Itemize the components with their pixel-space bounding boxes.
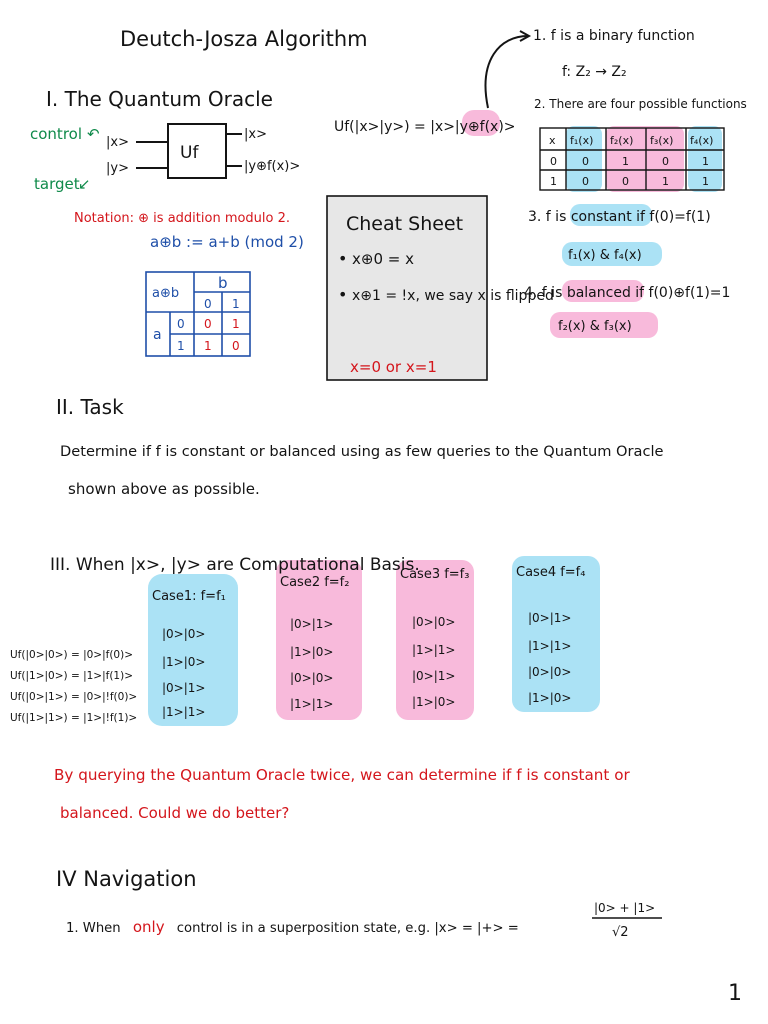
oracle-box-label: Uf (180, 143, 199, 163)
cheat-sheet (327, 196, 554, 380)
fact2: 2. There are four possible functions (534, 97, 747, 111)
ft-r0-c3: 0 (662, 155, 669, 168)
case2-row-3: |0>|0> (290, 671, 334, 685)
fact1-map: f: Z₂ → Z₂ (562, 64, 627, 80)
case3-row-2: |1>|1> (412, 643, 456, 657)
target-label: target (34, 175, 80, 193)
query-eq-2: Uf(|1>|0>) = |1>|f(1)> (10, 670, 134, 682)
conclusion-line2: balanced. Could we do better? (60, 804, 290, 822)
case1-row-2: |1>|0> (162, 655, 206, 669)
case1-title: Case1: f=f₁ (152, 589, 226, 604)
case4-row-4: |1>|0> (528, 691, 572, 705)
xor-cell-01: 1 (232, 317, 240, 331)
ft-r1-c0: 1 (550, 175, 557, 188)
case4-row-1: |0>|1> (528, 611, 572, 625)
page-title: Deutch-Josza Algorithm (120, 27, 368, 51)
ft-r1-c2: 0 (622, 175, 629, 188)
navigation-line (66, 918, 519, 936)
control-label: control (30, 125, 82, 143)
task-line2: shown above as possible. (68, 480, 260, 498)
ft-head-4: f₄(x) (690, 134, 714, 147)
case4-row-3: |0>|0> (528, 665, 572, 679)
ft-head-0: x (549, 134, 556, 147)
ft-r0-c2: 1 (622, 155, 629, 168)
oracle-action: Uf(|x>|y>) = |x>|y⊕f(x)> (334, 119, 516, 135)
navigation-line-pre: 1. When (66, 921, 121, 936)
ft-head-2: f₂(x) (610, 134, 634, 147)
input-y-label: |y> (106, 161, 129, 176)
case1-row-3: |0>|1> (162, 681, 206, 695)
superposition-fraction (592, 901, 662, 940)
case3-row-1: |0>|0> (412, 615, 456, 629)
xor-definition: a⊕b := a+b (mod 2) (150, 233, 304, 251)
input-x-label: |x> (106, 135, 129, 150)
xor-row-var: a (153, 327, 162, 343)
ft-r0-c1: 0 (582, 155, 589, 168)
case2-row-2: |1>|0> (290, 645, 334, 659)
ft-r1-c4: 1 (702, 175, 709, 188)
query-eq-4: Uf(|1>|1>) = |1>|!f(1)> (10, 712, 138, 724)
section1-heading: I. The Quantum Oracle (46, 87, 273, 111)
case2-title: Case2 f=f₂ (280, 575, 350, 590)
query-eq-1: Uf(|0>|0>) = |0>|f(0)> (10, 649, 134, 661)
query-eq-3: Uf(|0>|1>) = |0>|!f(0)> (10, 691, 138, 703)
fact4: 4. f is balanced if f(0)⊕f(1)=1 (524, 285, 731, 301)
ft-head-1: f₁(x) (570, 134, 594, 147)
xor-cell-00: 0 (204, 317, 212, 331)
xor-col-var: b (218, 274, 228, 292)
fact3: 3. f is constant if f(0)=f(1) (528, 209, 711, 225)
page-number: 1 (728, 981, 742, 1006)
fact3-example: f₁(x) & f₄(x) (568, 248, 642, 263)
section2-heading: II. Task (56, 395, 124, 419)
xor-col-head-0: 0 (204, 297, 212, 311)
case4-row-2: |1>|1> (528, 639, 572, 653)
ft-r0-c0: 0 (550, 155, 557, 168)
ft-r1-c3: 1 (662, 175, 669, 188)
section4-heading: IV Navigation (56, 867, 197, 891)
fact1: 1. f is a binary function (533, 28, 695, 44)
xor-col-head-1: 1 (232, 297, 240, 311)
xor-corner: a⊕b (152, 286, 180, 301)
case2-row-4: |1>|1> (290, 697, 334, 711)
query-equations (10, 649, 137, 724)
ft-r1-c1: 0 (582, 175, 589, 188)
curved-arrow-icon (486, 36, 528, 108)
case1-row-4: |1>|1> (162, 705, 206, 719)
case3-title: Case3 f=f₃ (400, 567, 470, 582)
cheat-bullet-1-icon: • (338, 249, 348, 268)
case2-row-1: |0>|1> (290, 617, 334, 631)
cheat-item-1: x⊕0 = x (352, 250, 414, 268)
ft-r0-c4: 1 (702, 155, 709, 168)
output-y-label: |y⊕f(x)> (244, 159, 301, 174)
xor-cell-10: 1 (204, 339, 212, 353)
case1-row-1: |0>|0> (162, 627, 206, 641)
control-arrow-icon: ↶ (87, 125, 100, 143)
target-arrow-icon: ↙ (78, 175, 91, 193)
xor-row-head-1: 1 (177, 339, 185, 353)
oracle-diagram (30, 124, 300, 193)
case4-title: Case4 f=f₄ (516, 565, 586, 580)
ft-head-3: f₃(x) (650, 134, 674, 147)
xor-row-head-0: 0 (177, 317, 185, 331)
case3-row-3: |0>|1> (412, 669, 456, 683)
conclusion-line1: By querying the Quantum Oracle twice, we can determine if f is constant or (54, 766, 630, 784)
fraction-numerator: |0> + |1> (594, 901, 656, 915)
output-x-label: |x> (244, 127, 267, 142)
notation-line: Notation: ⊕ is addition modulo 2. (74, 211, 291, 226)
cheat-note: x=0 or x=1 (350, 358, 437, 376)
navigation-line-post: control is in a superposition state, e.g. |x> = |+> = (176, 921, 519, 936)
task-line1: Determine if f is constant or balanced using as few queries to the Quantum Oracle (60, 443, 664, 460)
cheat-bullet-2-icon: • (338, 285, 348, 304)
case3-row-4: |1>|0> (412, 695, 456, 709)
section3-heading: III. When |x>, |y> are Computational Basis. (50, 555, 420, 575)
fraction-denominator: √2 (612, 925, 629, 940)
xor-cell-11: 0 (232, 339, 240, 353)
fact4-example: f₂(x) & f₃(x) (558, 319, 632, 334)
cheat-sheet-title: Cheat Sheet (346, 213, 464, 235)
cheat-item-2-text: x⊕1 = !x, we say x is flipped (352, 288, 554, 304)
navigation-only-word: only (132, 918, 165, 936)
